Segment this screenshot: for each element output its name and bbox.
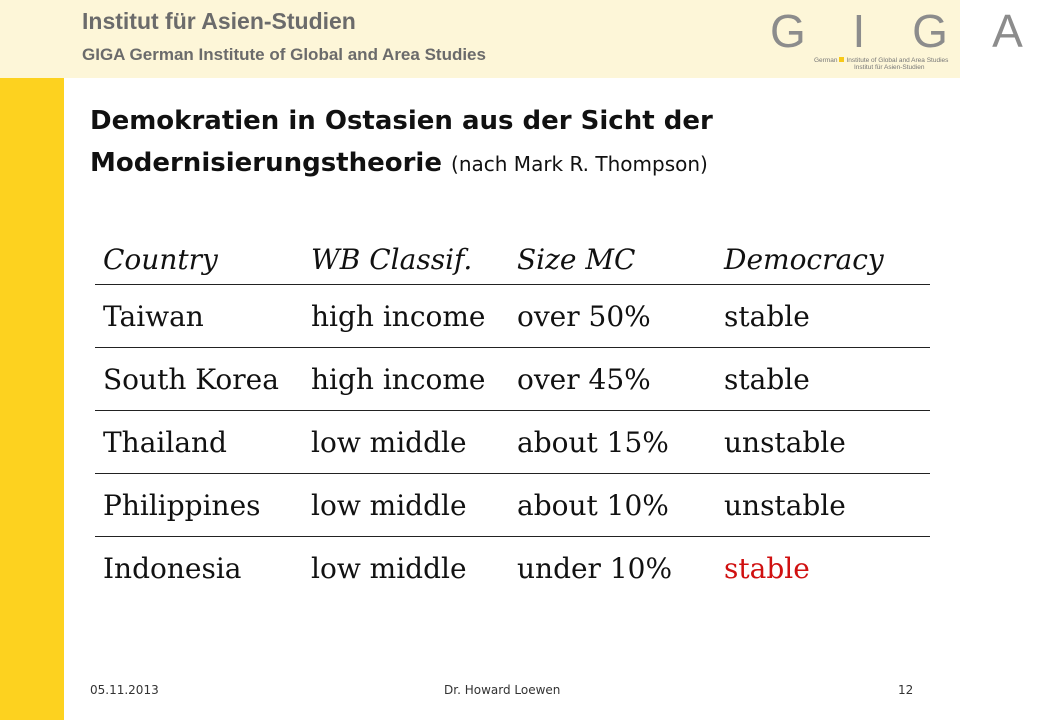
institute-name: Institut für Asien-Studien: [82, 8, 356, 34]
cell-wb-classif: high income: [303, 348, 509, 411]
cell-democracy-highlighted: stable: [716, 537, 930, 600]
cell-size-mc: over 45%: [509, 348, 716, 411]
cell-country: Indonesia: [95, 537, 303, 600]
cell-country: Thailand: [95, 411, 303, 474]
logo-tagline-2: Institut für Asien-Studien: [854, 64, 925, 71]
header-democracy: Democracy: [724, 242, 884, 276]
giga-logo: [770, 5, 1040, 72]
table-row: [95, 474, 930, 537]
header-wb-classif: WB Classif.: [311, 242, 473, 276]
logo-letters: G I G A: [770, 5, 1040, 57]
table-row: [95, 411, 930, 474]
cell-country: South Korea: [95, 348, 303, 411]
cell-size-mc: about 15%: [509, 411, 716, 474]
cell-size-mc: over 50%: [509, 285, 716, 348]
logo-tagline-b: Institute of Global and Area Studies: [846, 57, 949, 64]
cell-wb-classif: low middle: [303, 537, 509, 600]
logo-square-icon: [839, 57, 844, 62]
header-size-mc: Size MC: [517, 242, 636, 276]
logo-tagline-a: German: [814, 57, 838, 64]
sidebar-band: [0, 78, 64, 720]
cell-democracy: unstable: [716, 474, 930, 537]
cell-size-mc: about 10%: [509, 474, 716, 537]
cell-democracy: unstable: [716, 411, 930, 474]
table-row: [95, 348, 930, 411]
header-country: Country: [103, 242, 218, 276]
table-row: [95, 285, 930, 348]
cell-wb-classif: high income: [303, 285, 509, 348]
cell-country: Taiwan: [95, 285, 303, 348]
table-row: [95, 537, 930, 600]
footer-date: 05.11.2013: [90, 683, 159, 697]
cell-wb-classif: low middle: [303, 474, 509, 537]
institute-subtitle: GIGA German Institute of Global and Area Studies: [82, 45, 486, 64]
slide-title: [90, 100, 930, 185]
cell-size-mc: under 10%: [509, 537, 716, 600]
data-table: [95, 234, 930, 599]
cell-wb-classif: low middle: [303, 411, 509, 474]
header-band: [0, 0, 1040, 78]
table-header-row: [95, 234, 930, 285]
footer-page-number: 12: [898, 683, 914, 697]
footer-author: Dr. Howard Loewen: [444, 683, 561, 697]
cell-democracy: stable: [716, 348, 930, 411]
slide-title-sub: (nach Mark R. Thompson): [451, 152, 708, 176]
cell-democracy: stable: [716, 285, 930, 348]
cell-country: Philippines: [95, 474, 303, 537]
slide-title-main: Demokratien in Ostasien aus der Sicht der Modernisierungstheorie: [90, 106, 713, 178]
